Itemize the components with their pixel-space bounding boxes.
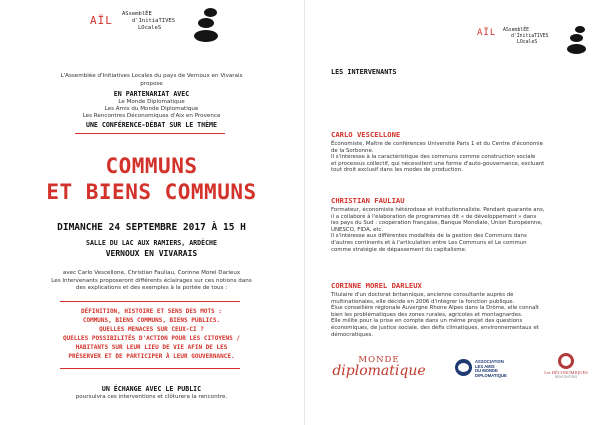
partnership-title: EN PARTENARIAT AVEC [113, 90, 190, 98]
speaker-1-name: CARLO VESCELLONE [331, 130, 401, 139]
amis-monde-diplomatique-logo [455, 359, 515, 379]
intro-text: L'Assemblée d'Initiatives Locales du pays de Vernoux en Vivarais [60, 73, 243, 79]
question-line-3: QUELLES MENACES SUR CEUX-CI ? [99, 326, 204, 333]
logo-ail-text: AÏL [477, 28, 497, 38]
speakers-line: avec Carlo Vescellone, Christian Fauliau, Corinne Morel Darleux [62, 270, 241, 276]
logo-line-2: d'InitiaTIVES [511, 34, 549, 39]
deco-subtitle: RENCONTRES [554, 375, 578, 379]
question-line-1: DÉFINITION, HISTOIRE ET SENS DES MOTS : [81, 308, 222, 315]
conference-label: UNE CONFÉRENCE-DÉBAT SUR LE THÈME [85, 121, 217, 129]
event-venue: SALLE DU LAC AUX RAMIERS, ARDÈCHE [85, 239, 217, 247]
speakers-heading: LES INTERVENANTS [331, 68, 397, 76]
question-line-4: QUELLES POSSIBILITÉS D'ACTION POUR LES CITOYENS / [62, 335, 240, 342]
ail-logo-small [475, 24, 605, 64]
speaker-2-name: CHRISTIAN FAULIAU [331, 196, 405, 205]
speaker-1-bio: Économiste, Maître de conférences Université Paris 1 et du Centre d'économie de la Sorbonne. Il s'intéresse à la caractéristique des communs comme construction sociale et processus collectif, qui nécessitent une forme d'auto-gouvernance, excluant tout droit exclusif dans les modes de production. [331, 141, 545, 174]
speaker-3-bio: Titulaire d'un doctorat britannique, ancienne consultante auprès de multinationales, elle décide en 2006 d'intégrer la fonction publique. Élue conseillère régionale Auvergne Rhone Alpes dans la Drôme, elle connaît bien les problématiques des zones rurales, agricoles et montagnardes. Elle milite pour la prise en compte dans un même projet des questions économiques, de justice sociale, des défis climatiques, environnementaux et démocratiques. [331, 292, 539, 338]
deco-title: Les DÉCONOMIQUES [544, 370, 588, 375]
description-line-2: des explications et des exemples à la portée de tous : [75, 285, 228, 291]
flyer-back-page [304, 0, 607, 425]
exchange-text: poursuivra ces interventions et clôturera la rencontre. [75, 394, 228, 400]
monde-logo-top: MONDE [358, 355, 400, 365]
event-city: VERNOUX EN VIVARAIS [105, 249, 198, 258]
partner-3: Les Rencontres Déconomiques d'Aix en Provence [82, 113, 221, 119]
divider-bottom [60, 368, 240, 369]
partner-2: Les Amis du Monde Diplomatique [104, 106, 199, 112]
partner-1: Le Monde Diplomatique [118, 99, 185, 105]
ring-icon [558, 353, 574, 369]
title-line-1: COMMUNS [105, 154, 198, 178]
amis-logo-text: ASSOCIATION LES AMIS DU MONDE DIPLOMATIQUE [475, 359, 507, 378]
globe-icon [455, 359, 472, 376]
propose-text: propose [140, 81, 163, 87]
logo-line-1: ASsemblÉE [503, 28, 529, 33]
event-date: DIMANCHE 24 SEPTEMBRE 2017 À 15 H [57, 222, 246, 233]
monde-logo-bottom: diplomatique [332, 363, 426, 379]
title-line-2: ET BIENS COMMUNS [46, 180, 257, 204]
question-line-5: HABITANTS SUR LEUR LIEU DE VIE AFIN DE LES [75, 344, 228, 351]
logo-line-2: d'InitiaTIVES [132, 18, 176, 24]
ail-logo [82, 6, 232, 46]
divider-top [75, 133, 225, 134]
logo-line-1: ASsemblÉE [122, 11, 152, 17]
logo-line-3: LOcaleS [138, 25, 162, 31]
question-line-6: PRÉSERVER ET DE PARTICIPER À LEUR GOUVERNANCE. [68, 353, 235, 360]
logo-line-3: LOcaleS [517, 40, 538, 45]
divider-middle [60, 301, 240, 302]
logo-ail-text: AÏL [90, 14, 113, 27]
speaker-3-name: CORINNE MOREL DARLEUX [331, 281, 422, 290]
monde-diplomatique-logo [329, 355, 429, 379]
exchange-title: UN ÉCHANGE AVEC LE PUBLIC [101, 385, 202, 393]
flyer-front-page [0, 0, 303, 425]
speaker-2-bio: Formateur, économiste hétérodoxe et institutionnaliste. Pendant quarante ans, il a collaboré à l'élaboration de programmes dit « de développement » dans les pays du Sud : coopération française, Banque Mondiale, Union Européenne, UNESCO, FIDA, etc. Il s'intéresse aux différentes modalités de la gestion des Communs dans d'autres continents et à l'articulation entre Les Communs et Le commun comme stratégie de dépassement du capitalisme. [331, 207, 545, 253]
description-line-1: Les Intervenants proposeront différents éclairages sur ces notions dans [51, 278, 252, 284]
deconomiques-logo [541, 353, 591, 379]
question-line-2: COMMUNS, BIENS COMMUNS, BIENS PUBLICS. [82, 317, 221, 324]
